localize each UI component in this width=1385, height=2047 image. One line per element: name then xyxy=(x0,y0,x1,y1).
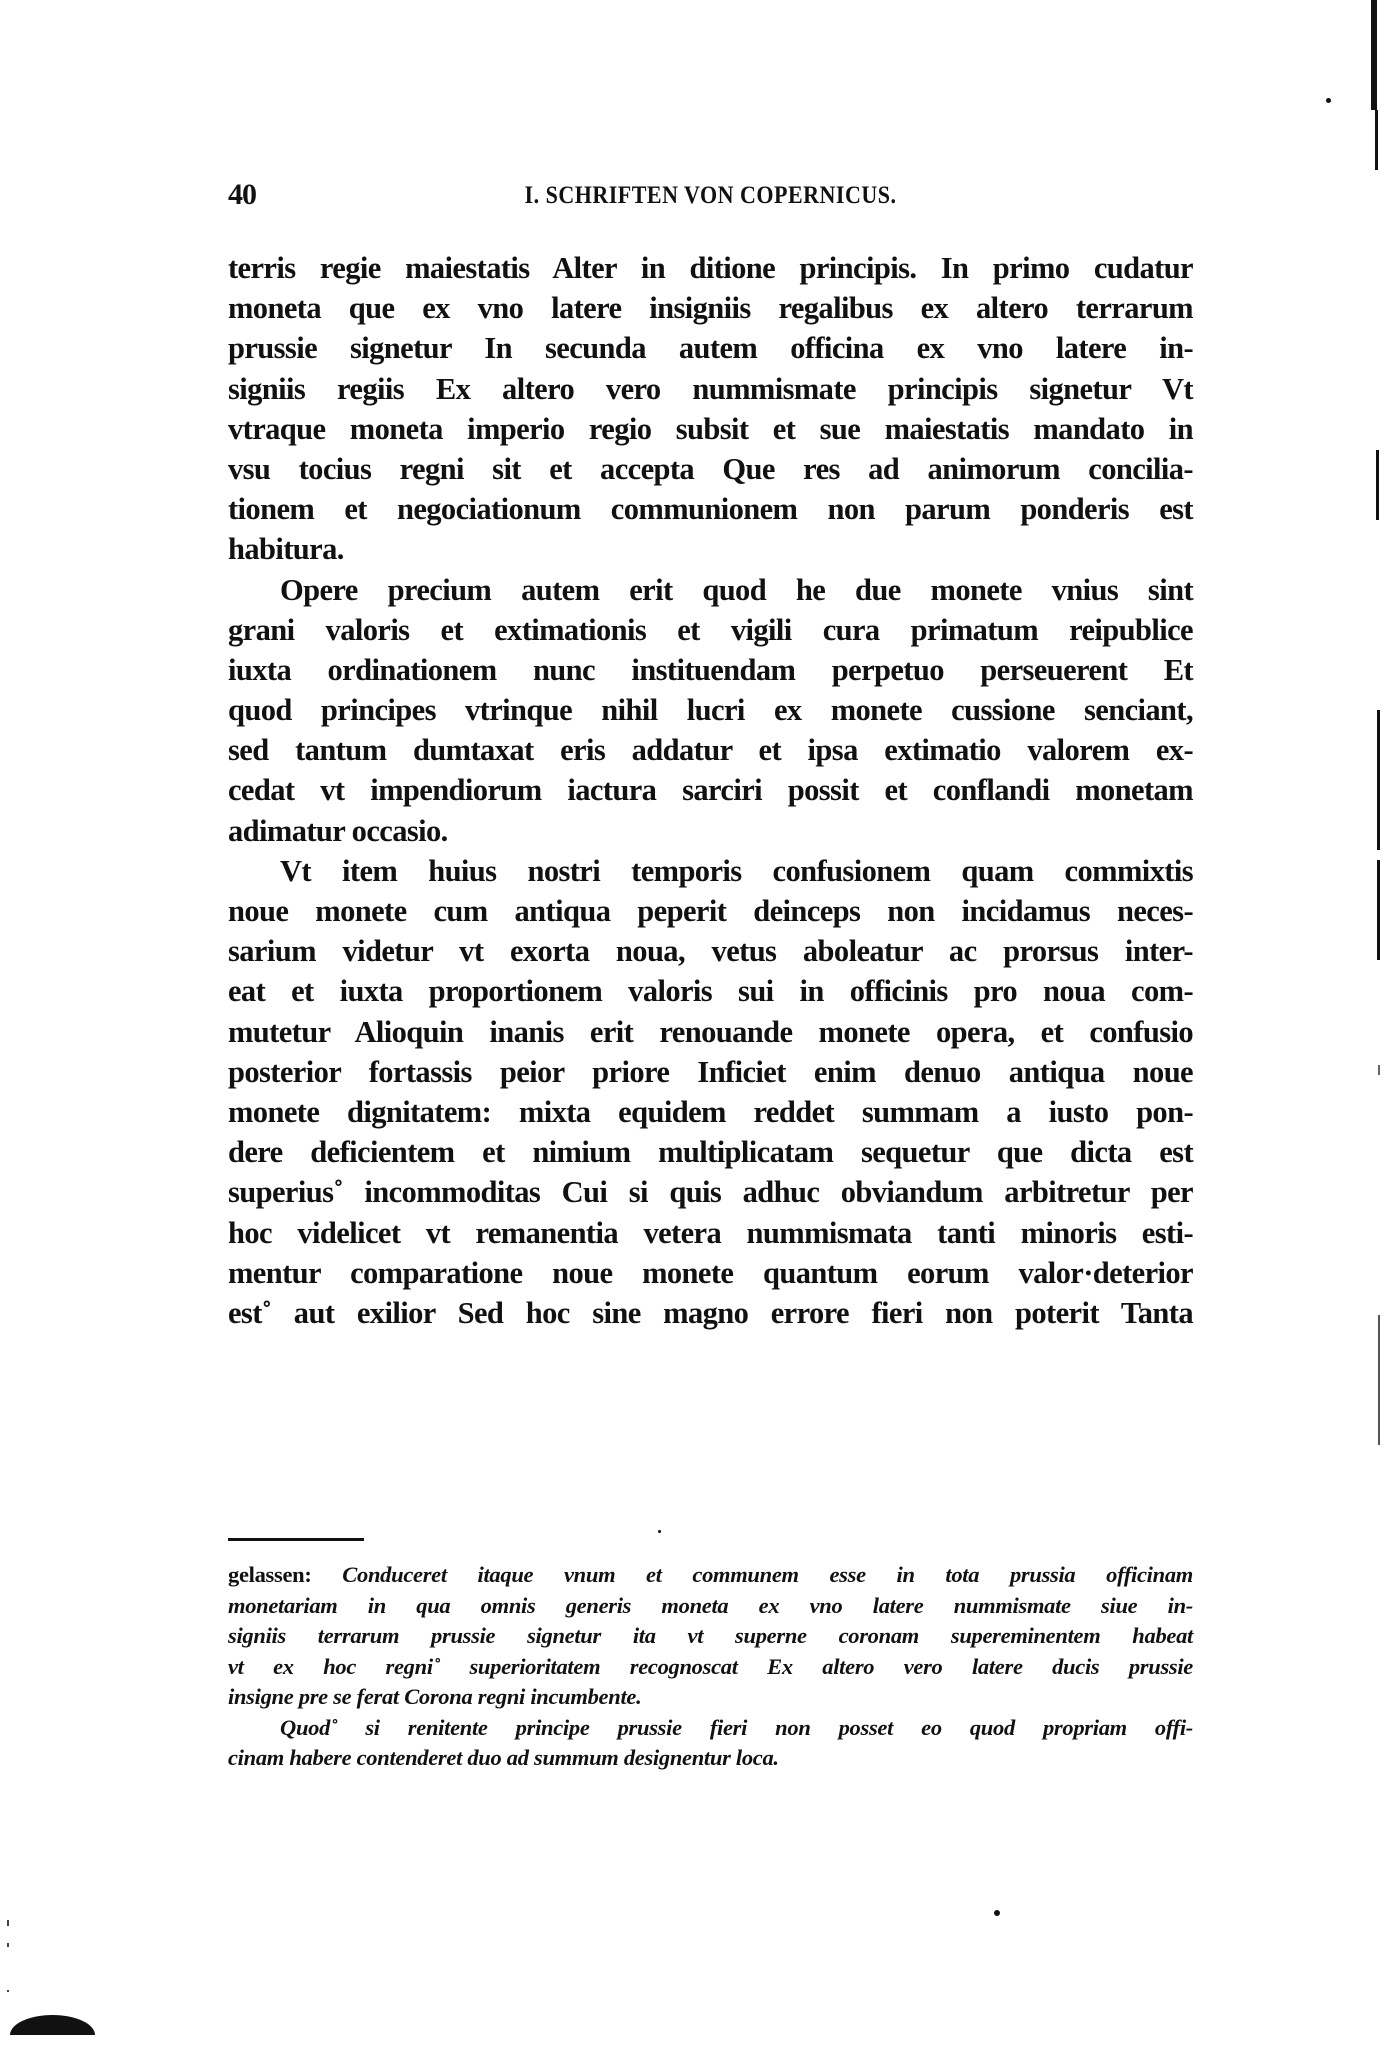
footnote-text: Conduceret itaque vnum et communem esse in tota prussia officinam xyxy=(342,1562,1193,1587)
text-line: vtraque moneta imperio regio subsit et sue maiestatis mandato in xyxy=(228,411,1193,446)
text-line: vsu tocius regni sit et accepta Que res ad animorum concilia- xyxy=(228,451,1193,486)
footnotes xyxy=(228,1560,1193,1774)
text-line: mentur comparatione noue monete quantum eorum valor·deterior xyxy=(228,1255,1193,1290)
footnote-line: signiis terrarum prussie signetur ita vt superne coronam supereminentem habeat xyxy=(228,1623,1193,1648)
footnote-line: vt ex hoc regni˚ superioritatem recognoscat Ex altero vero latere ducis prussie xyxy=(228,1653,1193,1679)
text-line: Opere precium autem erit quod he due monete vnius sint xyxy=(280,572,1193,607)
text-line: est˚ aut exilior Sed hoc sine magno errore fieri non poterit Tanta xyxy=(228,1295,1193,1330)
text-line: adimatur occasio. xyxy=(228,813,448,848)
text-line: hoc videlicet vt remanentia vetera nummismata tanti minoris esti- xyxy=(228,1215,1193,1250)
text-line: tionem et negociationum communionem non parum ponderis est xyxy=(228,492,1193,527)
text-line: sarium videtur vt exorta noua, vetus aboleatur ac prorsus inter- xyxy=(228,934,1193,969)
scan-page-edge xyxy=(1376,450,1379,520)
text-line: moneta que ex vno latere insigniis regalibus ex altero terrarum xyxy=(228,291,1193,326)
footnote-line: insigne pre se ferat Corona regni incumbente. xyxy=(228,1684,642,1709)
text-line: noue monete cum antiqua peperit deinceps non incidamus neces- xyxy=(228,894,1193,928)
footnote-lead-word: gelassen: xyxy=(228,1562,312,1587)
text-line: Vt item huius nostri temporis confusionem quam commixtis xyxy=(280,853,1193,888)
text-line: monete dignitatem: mixta equidem reddet summam a iusto pon- xyxy=(228,1094,1193,1129)
footnote-line: cinam habere contenderet duo ad summum designentur loca. xyxy=(228,1745,779,1770)
scan-page-edge xyxy=(1375,110,1378,170)
scan-thumb-shadow xyxy=(10,2015,95,2035)
scan-page-edge xyxy=(1377,710,1380,850)
page-number: 40 xyxy=(228,178,256,211)
scan-page-edge xyxy=(1377,860,1380,960)
scan-margin-mark xyxy=(7,1920,9,1926)
text-line: sed tantum dumtaxat eris addatur et ipsa extimatio valorem ex- xyxy=(228,733,1193,768)
body-text xyxy=(228,248,1193,1333)
scan-speck xyxy=(658,1530,661,1533)
footnote-separator-rule xyxy=(228,1538,364,1541)
text-line: habitura. xyxy=(228,532,344,567)
text-line: prussie signetur In secunda autem officina ex vno latere in- xyxy=(228,331,1193,366)
scan-speck xyxy=(1326,98,1331,103)
scan-page-edge xyxy=(1378,1315,1380,1445)
footnote-line xyxy=(228,1560,1193,1591)
text-line: cedat vt impendiorum iactura sarciri possit et conflandi monetam xyxy=(228,773,1193,808)
text-line: signiis regiis Ex altero vero nummismate principis signetur Vt xyxy=(228,371,1193,406)
footnote-line: monetariam in qua omnis generis moneta ex vno latere nummismate siue in- xyxy=(228,1592,1193,1618)
footnote-line: Quod˚ si renitente principe prussie fieri non posset eo quod propriam offi- xyxy=(280,1714,1193,1740)
scan-margin-mark xyxy=(7,1990,9,1992)
text-line: posterior fortassis peior priore Inficiet enim denuo antiqua noue xyxy=(228,1054,1193,1089)
text-line: grani valoris et extimationis et vigili cura primatum reipublice xyxy=(228,612,1193,647)
scan-speck xyxy=(994,1910,1000,1916)
running-title: I. SCHRIFTEN VON COPERNICUS. xyxy=(524,180,897,209)
scan-page-edge xyxy=(1371,0,1377,110)
scan-page-edge xyxy=(1378,1065,1380,1075)
text-line: quod principes vtrinque nihil lucri ex monete cussione senciant, xyxy=(228,693,1193,728)
text-line: dere deficientem et nimium multiplicatam sequetur que dicta est xyxy=(228,1135,1193,1170)
text-line: iuxta ordinationem nunc instituendam perpetuo perseuerent Et xyxy=(228,652,1193,687)
text-line: terris regie maiestatis Alter in ditione principis. In primo cudatur xyxy=(228,251,1193,285)
scan-margin-mark xyxy=(7,1943,9,1947)
text-line: superius˚ incommoditas Cui si quis adhuc obviandum arbitretur per xyxy=(228,1175,1193,1210)
page-header xyxy=(228,178,1193,218)
text-line: eat et iuxta proportionem valoris sui in officinis pro noua com- xyxy=(228,974,1193,1009)
text-line: mutetur Alioquin inanis erit renouande monete opera, et confusio xyxy=(228,1014,1193,1049)
